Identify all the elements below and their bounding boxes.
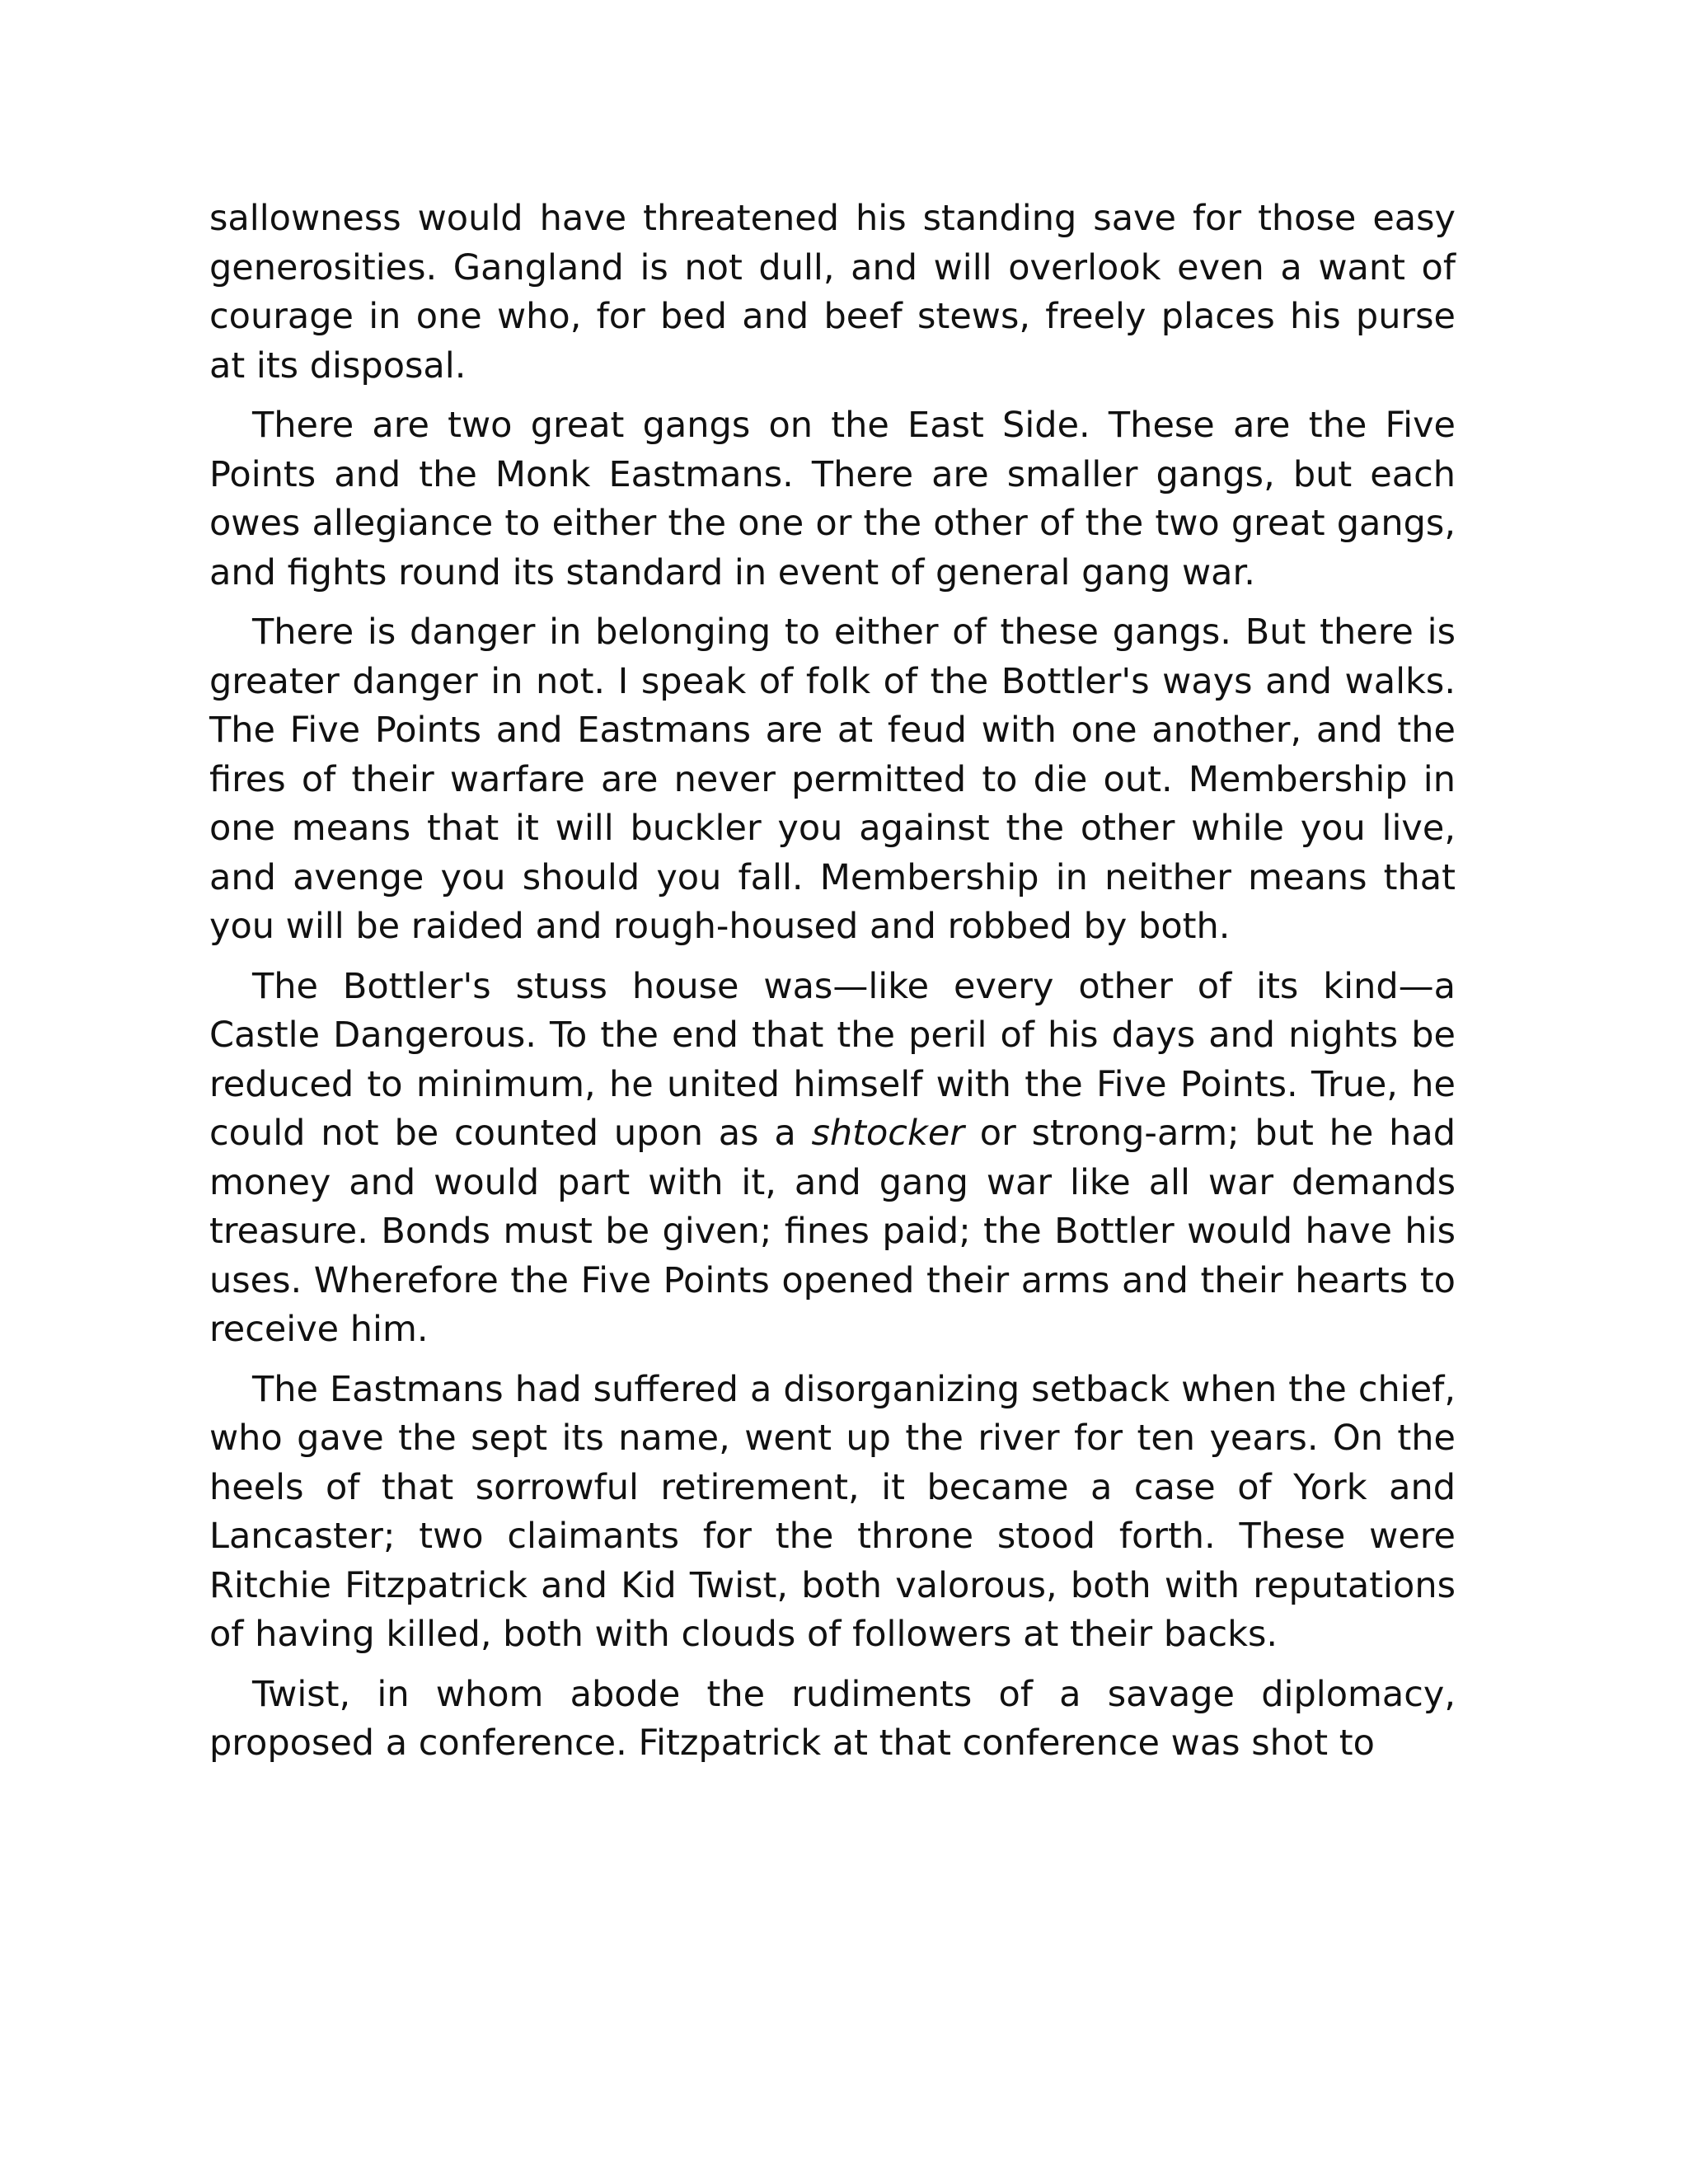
paragraph-2: There are two great gangs on the East Side. These are the Five Points and the Monk Eastmans. There are smaller gangs, but each owes allegiance to either the one or the other of the two great gangs, and fights round its standard in event of general gang war. bbox=[209, 405, 1456, 593]
paragraph-4 bbox=[209, 963, 1456, 1355]
paragraph-5: The Eastmans had suffered a disorganizing setback when the chief, who gave the sept its name, went up the river for ten years. On the heels of that sorrowful retirement, it became a case of York and Lancaster; two claimants for the throne stood forth. These were Ritchie Fitzpatrick and Kid Twist, both valorous, both with reputations of having killed, both with clouds of followers at their backs. bbox=[209, 1368, 1456, 1655]
paragraph-1: sallowness would have threatened his standing save for those easy generosities. Gangland is not dull, and will overlook even a want of courage in one who, for bed and beef stews, freely places his purse at its disposal. bbox=[209, 198, 1456, 387]
paragraph-3: There is danger in belonging to either of these gangs. But there is greater danger in not. I speak of folk of the Bottler's ways and walks. The Five Points and Eastmans are at feud with one another, and the fires of their warfare are never permitted to die out. Membership in one means that it will buckler you against the other while you live, and avenge you should you fall. Membership in neither means that you will be raided and rough-housed and robbed by both. bbox=[209, 612, 1456, 947]
paragraph-6: Twist, in whom abode the rudiments of a savage diplomacy, proposed a conference. Fitzpatrick at that conference was shot to bbox=[209, 1673, 1456, 1764]
italic-term: shtocker bbox=[811, 1113, 964, 1154]
paragraph-4-text-end: or strong-arm; but he had money and would part with it, and gang war like all war demands treasure. Bonds must be given; fines paid; the Bottler would have his uses. Wherefore the Five Points opened their arms and their hearts to receive him. bbox=[209, 1113, 1456, 1350]
paragraph-4-text-start: The Bottler's stuss house was—like every other of its kind—a Castle Dangerous. To the end that the peril of his days and nights be reduced to minimum, he united himself with the Five Points. True, he could not be counted upon as a bbox=[209, 965, 1456, 1154]
body-text bbox=[209, 194, 1456, 1769]
